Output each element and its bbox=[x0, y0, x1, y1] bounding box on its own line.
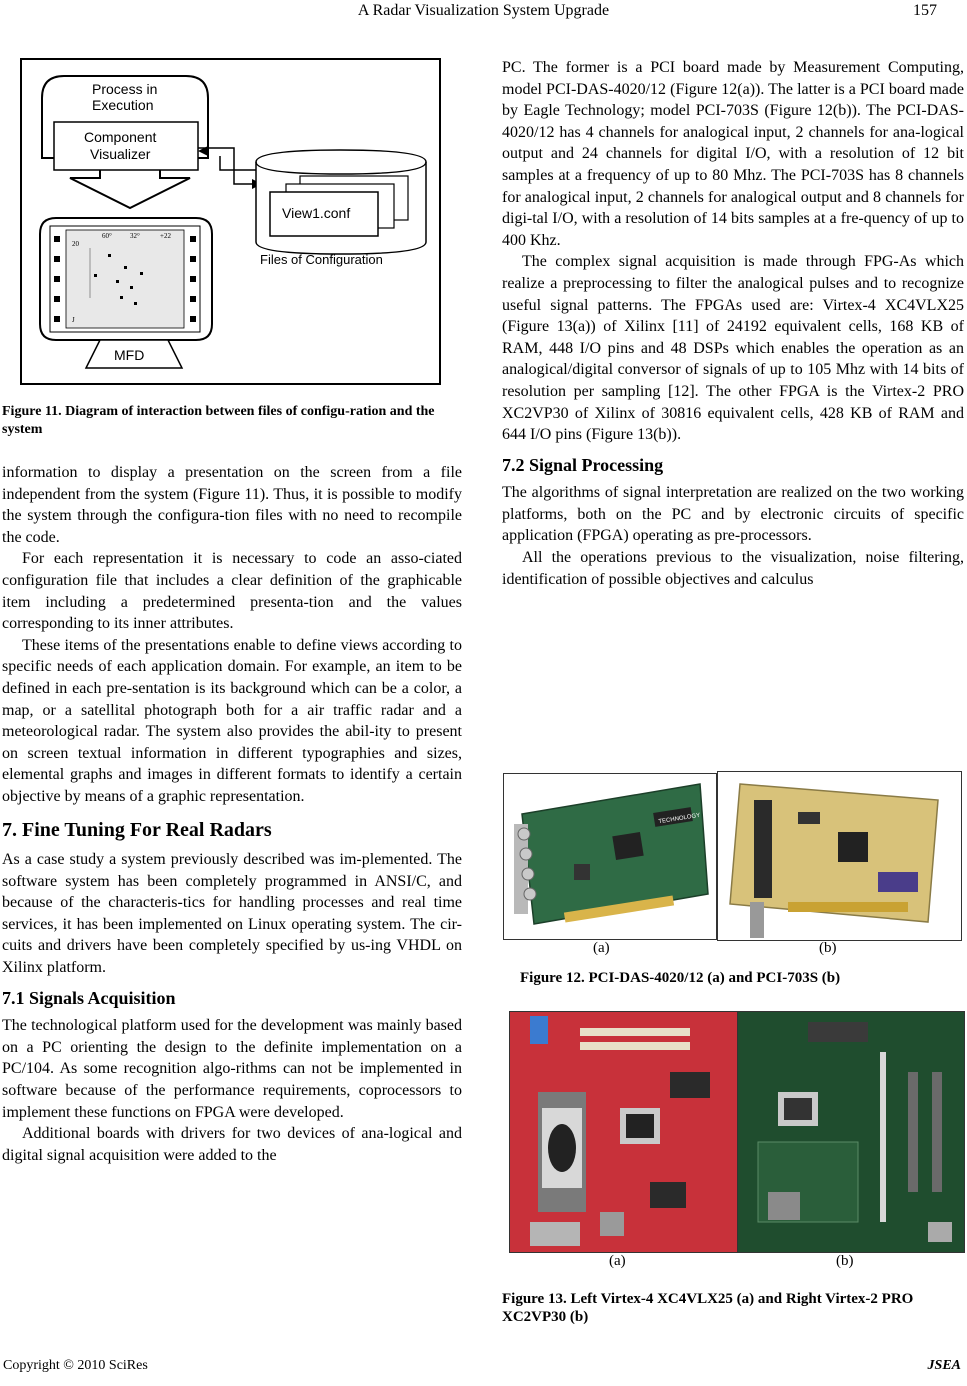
figure-13-sub-b: (b) bbox=[836, 1253, 854, 1269]
left-column bbox=[2, 462, 462, 1166]
component-label-1: Component bbox=[84, 129, 157, 145]
figure-11-caption: Figure 11. Diagram of interaction between files of configu-ration and the system bbox=[2, 404, 435, 437]
figure-12-caption: Figure 12. PCI-DAS-4020/12 (a) and PCI-703S (b) bbox=[520, 970, 841, 986]
right-paragraph-3: The algorithms of signal interpretation are realized on the two working platforms, both on the PC and by electronic circuits of specific application (FPGA) operating as pre-processors. bbox=[502, 484, 964, 545]
left-paragraph-6: Additional boards with drivers for two devices of ana-logical and digital signal acquisition were added to the bbox=[2, 1125, 462, 1164]
right-column bbox=[502, 57, 964, 590]
process-label-2: Execution bbox=[92, 97, 154, 113]
figure-12b-photo bbox=[717, 771, 962, 941]
left-paragraph-5: The technological platform used for the development was mainly based on a PC orienting the design to the definite implementation on a PC/104. As some recognition algo-rithms can not be implemented in software because of the performance requirements, coprocessors to implement these functions on FPGA were developed. bbox=[2, 1017, 462, 1121]
screen-label-j: J bbox=[72, 316, 75, 324]
figure-12-sub-a: (a) bbox=[593, 940, 610, 956]
left-paragraph-4: As a case study a system previously described was im-plemented. The software system has been completely programmed in ANSI/C, and because of the characteris-tics for handling processes and real time services, it has been implemented on Linux operating system. The cir-cuits and drivers have been completely specified by us-ing VHDL on Xilinx platform. bbox=[2, 851, 462, 977]
figure-13b-photo bbox=[737, 1011, 965, 1253]
board-label: TECHNOLOGY bbox=[658, 812, 701, 826]
left-paragraph-1: information to display a presentation on the screen from a file independent from the system (Figure 11). Thus, it is possible to modify the system through the configura-tion files with no need to recompile the code. bbox=[2, 464, 462, 546]
figure-13a-photo bbox=[509, 1011, 738, 1253]
left-paragraph-2: For each representation it is necessary to code an asso-ciated configuration file that includes a clear definition of the graphicable item including a predetermined presenta-tion and the values corresponding to its inner attributes. bbox=[2, 550, 462, 633]
running-title: A Radar Visualization System Upgrade bbox=[357, 2, 610, 19]
screen-label-20: 20 bbox=[72, 240, 79, 248]
screen-label-32: 32° bbox=[130, 232, 140, 240]
section-heading-7-1: 7.1 Signals Acquisition bbox=[2, 987, 176, 1008]
process-label-1: Process in bbox=[92, 81, 158, 97]
figure-12-sub-b: (b) bbox=[819, 940, 837, 956]
section-heading-7-2: 7.2 Signal Processing bbox=[502, 454, 664, 475]
figure-13-sub-a: (a) bbox=[609, 1253, 626, 1269]
right-paragraph-1: PC. The former is a PCI board made by Measurement Computing, model PCI-DAS-4020/12 (Figure 12(a)). The latter is a PCI board made by Eagle Technology; model PCI-703S (Figure 12(b)). The PCI-DAS-4020/12 has 4 channels for analogical input, 2 channels for ana-logical output and 24 channels for digital I/O, with a resolution of 12 bit samples at a frequency of up to 80 Mhz. The PCI-703S has 8 channels for analogical input, 2 channels for analogical output and 8 channels for digi-tal I/O, with a resolution of 14 bits samples at a fre-quency of up to 400 Khz. bbox=[502, 59, 964, 249]
figure-11-diagram bbox=[20, 58, 442, 386]
section-heading-7: 7. Fine Tuning For Real Radars bbox=[2, 818, 272, 841]
mfd-label: MFD bbox=[114, 347, 145, 363]
figure-13-caption: Figure 13. Left Virtex-4 XC4VLX25 (a) and Right Virtex-2 PRO XC2VP30 (b) bbox=[502, 1291, 914, 1325]
view-conf-label: View1.conf bbox=[282, 205, 351, 221]
left-paragraph-3: These items of the presentations enable to define views according to specific needs of each application domain. For example, an item to be defined in each pre-sentation is its background which can be a color, a map, or a satellital photograph both for a air traffic radar and a meteorological radar. The system also provides the abil-ity to present on screen textual information in different typographies and sizes, elemental graphs and images in different formats to identify a certain objective by means of a graphic representation. bbox=[2, 636, 462, 805]
footer-journal: JSEA bbox=[927, 1358, 961, 1373]
component-label-2: Visualizer bbox=[90, 146, 151, 162]
figure-12a-photo bbox=[503, 773, 717, 940]
page-number: 157 bbox=[913, 2, 937, 19]
right-paragraph-4: All the operations previous to the visualization, noise filtering, identification of possible objectives and calculus bbox=[502, 549, 964, 588]
screen-label-60: 60° bbox=[102, 232, 112, 240]
footer-copyright: Copyright © 2010 SciRes bbox=[3, 1358, 148, 1373]
screen-label-22: +22 bbox=[160, 232, 171, 240]
files-config-label: Files of Configuration bbox=[260, 252, 383, 267]
right-paragraph-2: The complex signal acquisition is made through FPG-As which realize a preprocessing to filter the analogical pulses and to recognize useful signal patterns. The FPGAs used are: Virtex-4 XC4VLX25 (Figure 13(a)) of Xilinx [11] of 24192 equivalent cells, 168 KB of RAM, 448 I/O pins and 48 DSPs which enables the operation as an analogical/digital conversor of signals of up to 105 Mhz with 14 bits of resolution per sampling [12]. The other FPGA is the Virtex-2 PRO XC2VP30 of Xilinx of 30816 equivalent cells, 428 KB of RAM and 644 I/O pins (Figure 13(b)). bbox=[502, 253, 964, 444]
